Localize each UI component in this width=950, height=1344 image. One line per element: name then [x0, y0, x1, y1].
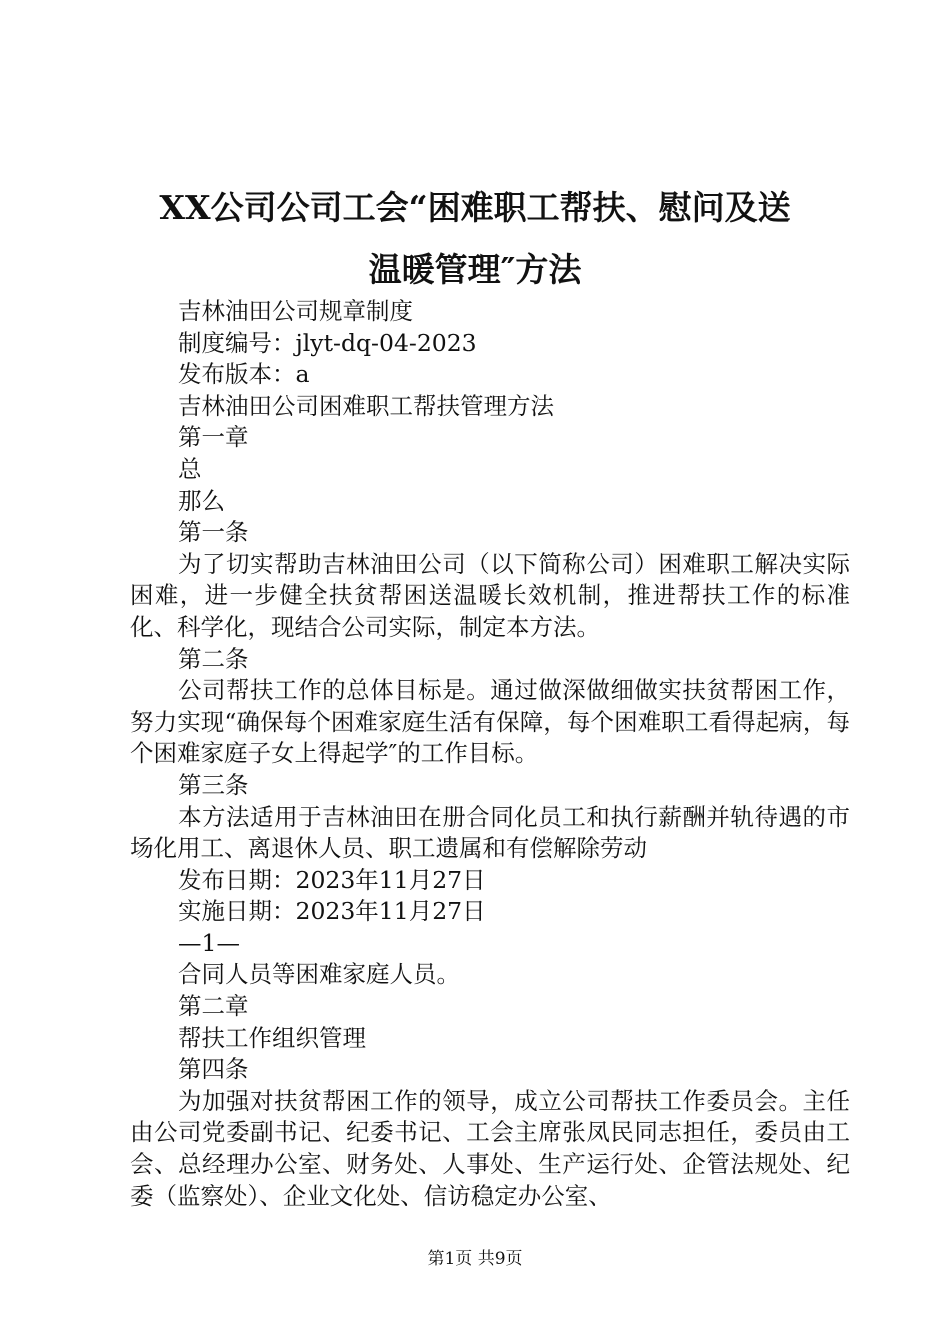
page-footer: 第1页 共9页 [427, 1249, 523, 1269]
article-heading: 第一条 [178, 518, 249, 547]
publish-date: 发布日期：2023年11月27日 [178, 865, 486, 894]
document-body [130, 296, 850, 1212]
document-title-line-1: XX公司公司工会“困难职工帮扶、慰问及送 [159, 188, 791, 227]
article-paragraph: 公司帮扶工作的总体目标是。通过做深做细做实扶贫帮困工作，努力实现“确保每个困难家庭生活有保障，每个困难职工看得起病，每个困难家庭子女上得起学″的工作目标。 [130, 676, 850, 768]
article-paragraph: 本方法适用于吉林油田在册合同化员工和执行薪酬并轨待遇的市场化用工、离退休人员、职工遗属和有偿解除劳动 [130, 802, 850, 863]
inner-page-number: —1— [178, 928, 240, 957]
chapter-title: 帮扶工作组织管理 [178, 1023, 366, 1052]
article-heading: 第二条 [178, 644, 249, 673]
paragraph-continuation: 合同人员等困难家庭人员。 [178, 960, 460, 989]
chapter-heading: 第二章 [178, 992, 249, 1021]
chapter-title-part: 总 [178, 454, 202, 483]
effective-date: 实施日期：2023年11月27日 [178, 897, 486, 926]
document-title-line-2: 温暖管理″方法 [368, 250, 582, 289]
chapter-title-part: 那么 [178, 486, 225, 515]
regulation-name: 吉林油田公司困难职工帮扶管理方法 [178, 391, 554, 420]
article-heading: 第三条 [178, 770, 249, 799]
regulation-category: 吉林油田公司规章制度 [178, 297, 413, 325]
regulation-number: 制度编号：jlyt-dq-04-2023 [178, 328, 477, 357]
article-paragraph: 为加强对扶贫帮困工作的领导，成立公司帮扶工作委员会。主任由公司党委副书记、纪委书记、工会主席张凤民同志担任，委员由工会、总经理办公室、财务处、人事处、生产运行处、企管法规处、纪委（监察处）、企业文化处、信访稳定办公室、 [130, 1086, 850, 1210]
chapter-heading: 第一章 [178, 423, 249, 452]
article-heading: 第四条 [178, 1055, 249, 1084]
release-version: 发布版本：a [178, 360, 310, 389]
article-paragraph: 为了切实帮助吉林油田公司（以下简称公司）困难职工解决实际困难，进一步健全扶贫帮困送温暖长效机制，推进帮扶工作的标准化、科学化，现结合公司实际，制定本方法。 [130, 549, 850, 641]
